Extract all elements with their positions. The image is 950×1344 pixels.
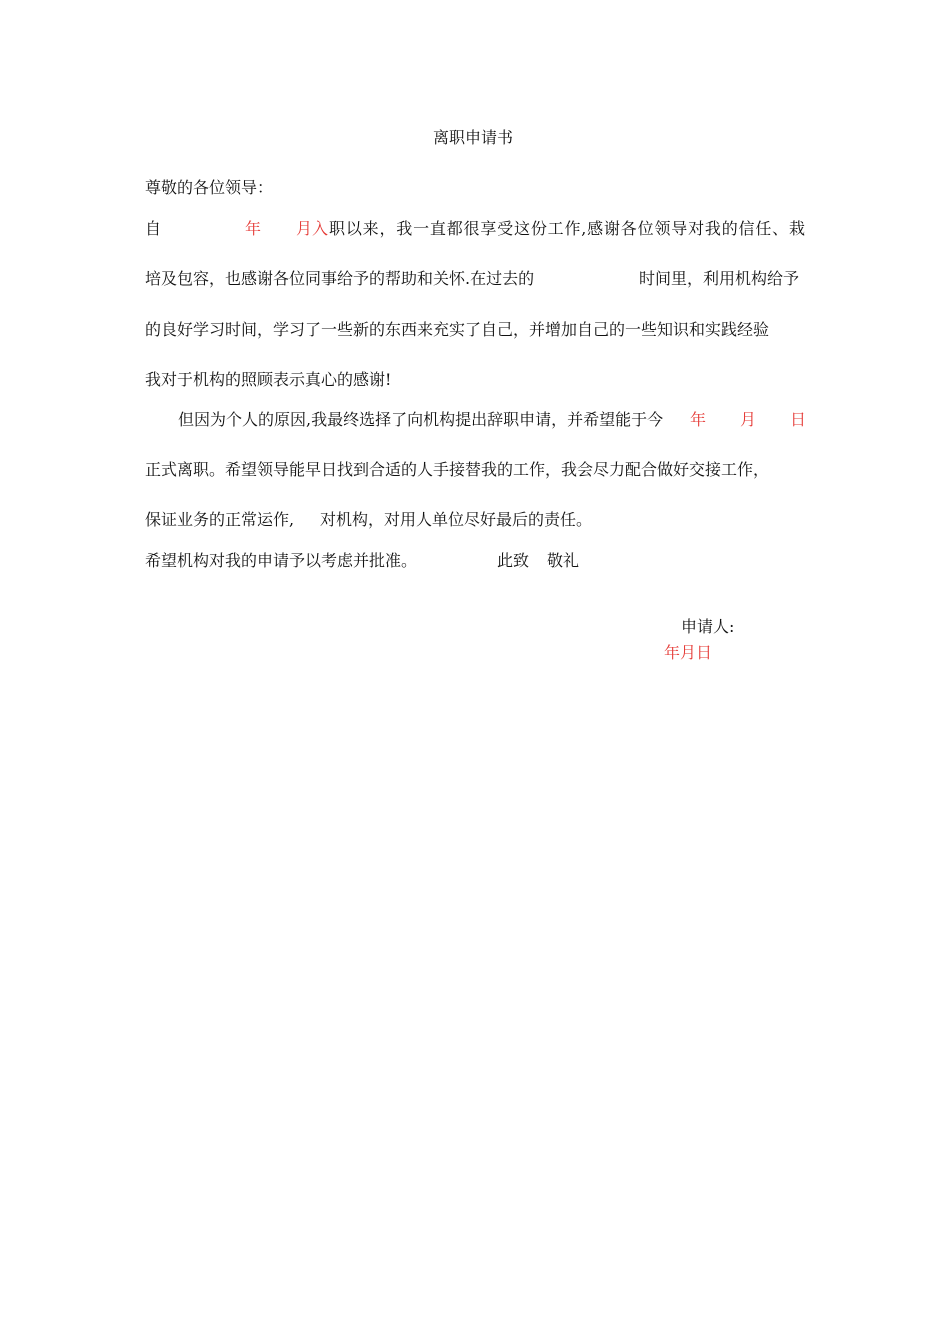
p1-line2-a: 培及包容，也感谢各位同事给予的帮助和关怀.在过去的 xyxy=(145,269,535,288)
p1-line2-b: 时间里，利用机构给予 xyxy=(639,269,800,288)
applicant-label: 申请人: xyxy=(681,617,735,636)
p1-line3: 的良好学习时间，学习了一些新的东西来充实了自己，并增加自己的一些知识和实践经验 xyxy=(145,320,770,339)
signature-date: 年月日 xyxy=(664,643,713,662)
p2-line4-a: 希望机构对我的申请予以考虑并批准。 xyxy=(145,551,418,570)
p1-line1-month: 月入 xyxy=(296,219,329,238)
p2-line3-a: 保证业务的正常运作, xyxy=(145,510,295,529)
p2-line1-day: 日 xyxy=(790,410,807,429)
p1-line1-rest: 职以来，我一直都很享受这份工作,感谢各位领导对我的信任、栽 xyxy=(329,219,805,238)
p1-line1-year: 年 xyxy=(245,219,262,238)
document-title: 离职申请书 xyxy=(433,128,514,147)
p1-line1-start: 自 xyxy=(145,219,162,238)
p1-line4: 我对于机构的照顾表示真心的感谢! xyxy=(145,370,392,389)
closing-cizhi: 此致 xyxy=(497,551,530,570)
p2-line3-b: 对机构，对用人单位尽好最后的责任。 xyxy=(320,510,593,529)
closing-jingli: 敬礼 xyxy=(547,551,580,570)
p2-line2: 正式离职。希望领导能早日找到合适的人手接替我的工作，我会尽力配合做好交接工作， xyxy=(145,460,770,479)
salutation: 尊敬的各位领导： xyxy=(145,178,274,197)
p2-line1: 但因为个人的原因,我最终选择了向机构提出辞职申请，并希望能于今 xyxy=(178,410,664,429)
p2-line1-month: 月 xyxy=(740,410,757,429)
p2-line1-year: 年 xyxy=(690,410,707,429)
